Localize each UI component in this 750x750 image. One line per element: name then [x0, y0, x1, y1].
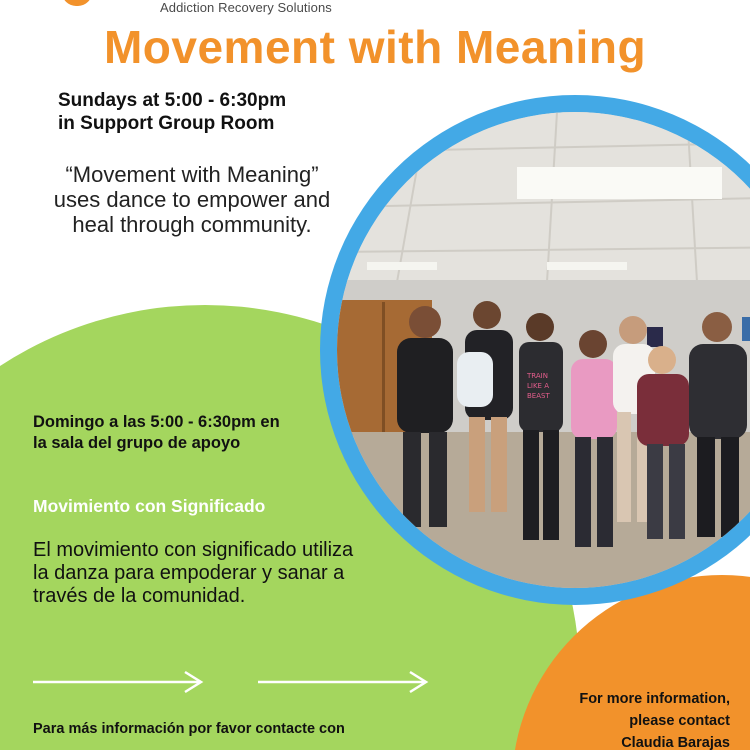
subtitle-spanish: Movimiento con Significado	[33, 496, 266, 516]
shirt-text: BEAST	[527, 392, 550, 400]
org-name: Addiction Recovery Solutions	[160, 0, 332, 15]
schedule-spanish: Domingo a las 5:00 - 6:30pm en la sala del grupo de apoyo	[33, 413, 280, 452]
schedule-line: Sundays at 5:00 - 6:30pm	[58, 90, 287, 111]
contact-name: Claudia Barajas	[621, 735, 730, 750]
shirt-text: TRAIN	[527, 372, 548, 380]
description-english: “Movement with Meaning” uses dance to empower and heal through community.	[53, 162, 331, 237]
logo-mark	[62, 0, 92, 6]
arrow-right-icon	[258, 670, 430, 694]
contact-english	[530, 688, 730, 750]
arrow-right-icon	[33, 670, 205, 694]
schedule-english	[58, 89, 358, 135]
schedule-line: in Support Group Room	[58, 113, 275, 134]
description-spanish: El movimiento con significado utiliza la danza para empoderar y sanar a través de la comunidad.	[33, 539, 354, 607]
contact-line: For more information,	[579, 691, 730, 707]
contact-spanish: Para más información por favor contacte con	[33, 721, 345, 737]
shirt-text: LIKE A	[527, 382, 549, 390]
page-title: Movement with Meaning	[103, 21, 647, 73]
contact-line: please contact	[629, 713, 730, 729]
